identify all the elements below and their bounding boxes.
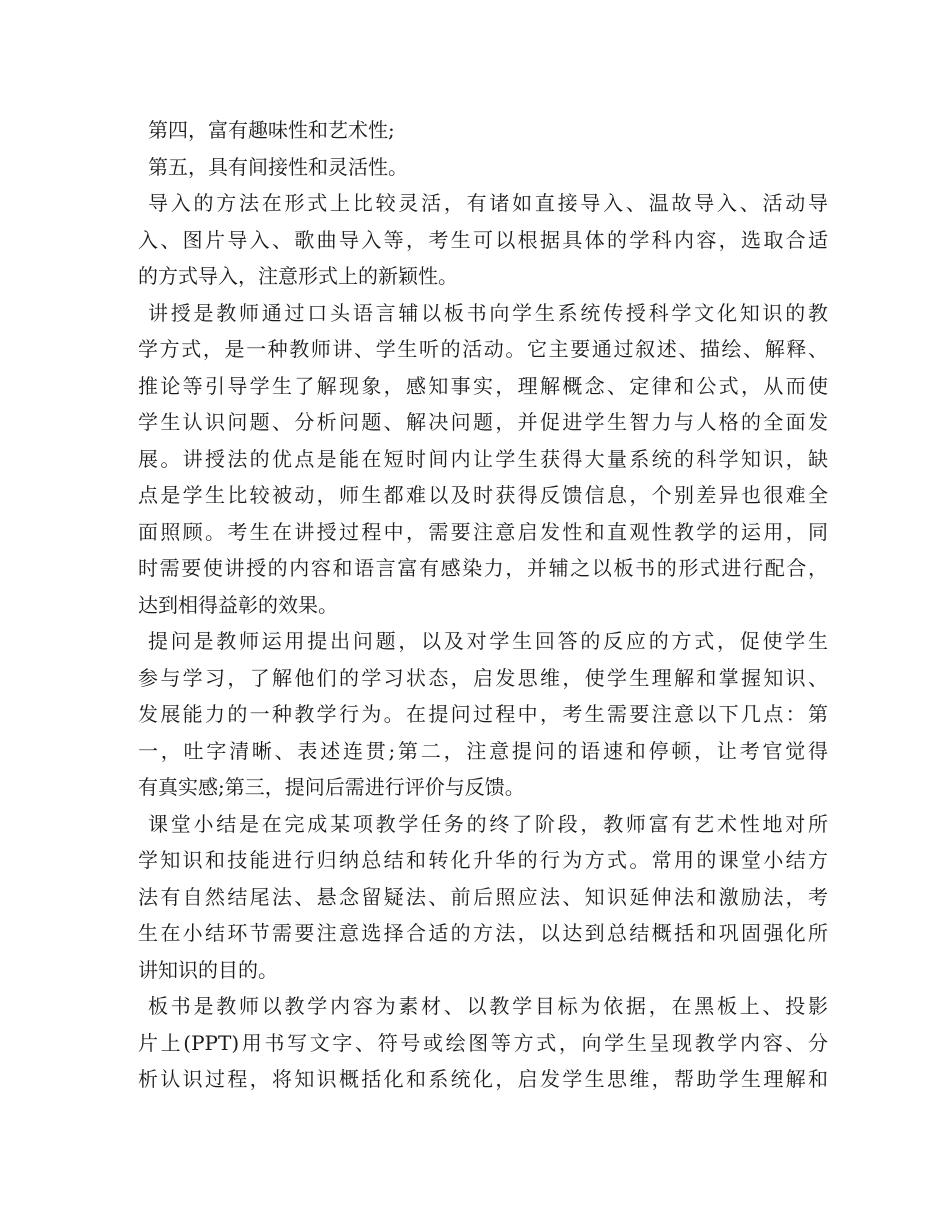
text-line: 学方式，是一种教师讲、学生听的活动。它主要通过叙述、描绘、解释、 (138, 337, 828, 361)
text-line: 课堂小结是在完成某项教学任务的终了阶段，教师富有艺术性地对所 (148, 811, 828, 836)
text-line: 生在小结环节需要注意选择合适的方法，以达到总结概括和巩固强化所 (138, 921, 828, 945)
text-line: 第五，具有间接性和灵活性。 (148, 154, 408, 179)
text-line: 达到相得益彰的效果。 (138, 592, 338, 617)
text-line: 时需要使讲授的内容和语言富有感染力，并辅之以板书的形式进行配合， (138, 556, 828, 580)
text-line: 析认识过程，将知识概括化和系统化，启发学生思维，帮助学生理解和 (138, 1067, 828, 1091)
text-line: 面照顾。考生在讲授过程中，需要注意启发性和直观性教学的运用，同 (138, 519, 828, 544)
text-line: 法有自然结尾法、悬念留疑法、前后照应法、知识延伸法和激励法，考 (138, 884, 828, 909)
text-line: 学生认识问题、分析问题、解决问题，并促进学生智力与人格的全面发 (138, 410, 828, 434)
text-line: 第四，富有趣味性和艺术性; (148, 118, 395, 142)
text-line: 推论等引导学生了解现象，感知事实，理解概念、定律和公式，从而使 (138, 373, 828, 398)
body-text (138, 112, 828, 1098)
text-line: 参与学习，了解他们的学习状态，启发思维，使学生理解和掌握知识、 (138, 665, 828, 690)
text-line: 入、图片导入、歌曲导入等，考生可以根据具体的学科内容，选取合适 (138, 227, 828, 252)
text-line: 有真实感;第三，提问后需进行评价与反馈。 (138, 775, 525, 799)
text-line: 板书是教师以教学内容为素材、以教学目标为依据，在黑板上、投影 (148, 994, 828, 1018)
text-line: 讲知识的目的。 (138, 957, 278, 982)
text-line: 导入的方法在形式上比较灵活，有诸如直接导入、温故导入、活动导 (148, 191, 828, 215)
text-line: 提问是教师运用提出问题，以及对学生回答的反应的方式，促使学生 (148, 629, 828, 653)
text-line: 讲授是教师通过口头语言辅以板书向学生系统传授科学文化知识的教 (148, 300, 828, 325)
text-line: 点是学生比较被动，师生都难以及时获得反馈信息，个别差异也很难全 (138, 483, 828, 507)
text-line: 发展能力的一种教学行为。在提问过程中，考生需要注意以下几点：第 (138, 702, 828, 726)
text-line: 片上(PPT)用书写文字、符号或绘图等方式，向学生呈现教学内容、分 (138, 1030, 828, 1055)
text-line: 一，吐字清晰、表述连贯;第二，注意提问的语速和停顿，让考官觉得 (138, 738, 828, 763)
text-line: 学知识和技能进行归纳总结和转化升华的行为方式。常用的课堂小结方 (138, 848, 828, 872)
text-line: 展。讲授法的优点是能在短时间内让学生获得大量系统的科学知识，缺 (138, 446, 828, 471)
text-line: 的方式导入，注意形式上的新颖性。 (138, 264, 458, 288)
